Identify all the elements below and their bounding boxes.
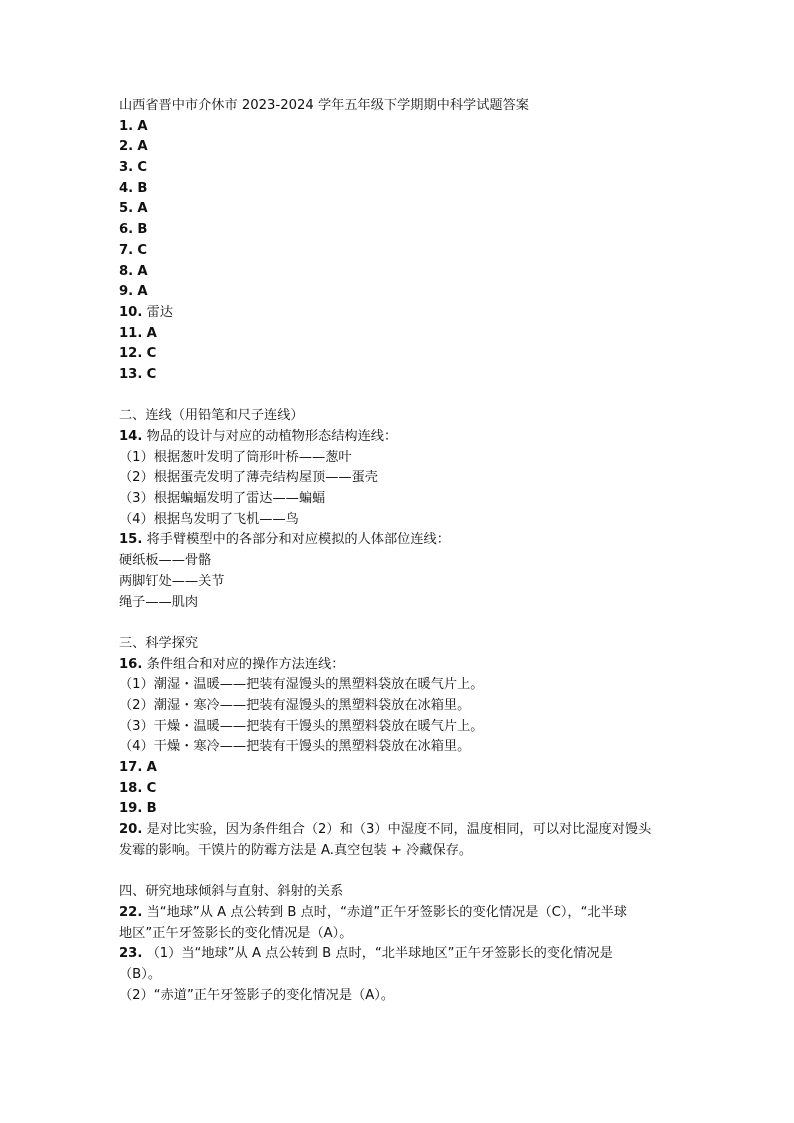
answer-value: C [146, 780, 157, 796]
question-number: 17. [119, 760, 143, 775]
spacer [119, 861, 679, 882]
question-number: 4. [119, 180, 134, 196]
answer-row [119, 365, 679, 386]
question-number: 18. [119, 780, 143, 796]
question-number: 6. [119, 222, 134, 238]
answer-row [119, 779, 679, 800]
list-item: （1）根据葱叶发明了筒形叶桥——葱叶 [119, 449, 352, 465]
answer-value: A [137, 118, 148, 134]
answer-row [119, 158, 679, 179]
question-number: 5. [119, 201, 134, 217]
list-item: （1）潮湿・温暖——把装有湿馒头的黑塑料袋放在暖气片上。 [119, 677, 484, 693]
answer-value: B [146, 801, 157, 817]
section-3-heading: 三、科学探究 [119, 635, 199, 651]
list-item: 两脚钉处——关节 [119, 573, 225, 589]
answer-row [119, 241, 679, 262]
question-number: 15. [119, 532, 143, 548]
answer-row [119, 282, 679, 303]
answer-value: 雷达 [146, 304, 173, 320]
list-item: （2）根据蛋壳发明了薄壳结构屋顶——蛋壳 [119, 470, 378, 486]
answer-value: A [137, 201, 148, 217]
answer-list-1-13 [119, 117, 679, 386]
list-item: （3）根据蝙蝠发明了雷达——蝙蝠 [119, 491, 326, 507]
answer-row [119, 179, 679, 200]
answer-row [119, 220, 679, 241]
question-20-line-2: 发霉的影响。干馍片的防霉方法是 A.真空包装 + 冷藏保存。 [119, 842, 473, 858]
answer-row [119, 799, 679, 820]
question-number: 10. [119, 304, 143, 320]
answer-value: A [137, 284, 148, 300]
answer-row [119, 324, 679, 345]
question-number: 12. [119, 346, 143, 362]
answer-value: A [146, 325, 157, 341]
answer-value: A [137, 263, 148, 279]
question-number: 1. [119, 118, 134, 134]
spacer [119, 613, 679, 634]
answer-row [119, 758, 679, 779]
question-text: 条件组合和对应的操作方法连线： [146, 656, 345, 672]
list-item: 绳子——肌肉 [119, 594, 199, 610]
question-16 [119, 655, 679, 676]
question-23-line-2: （B）。 [119, 966, 162, 982]
answer-value: B [137, 180, 148, 196]
question-number: 20. [119, 822, 143, 838]
question-15 [119, 530, 679, 551]
answer-value: A [146, 760, 157, 775]
question-23-line-1 [119, 944, 675, 965]
question-22-line-2: 地区”正午牙签影长的变化情况是（A）。 [119, 925, 353, 941]
question-number: 7. [119, 242, 134, 258]
question-number: 9. [119, 284, 134, 300]
document-page [119, 96, 679, 1006]
list-item: （3）干燥・温暖——把装有干馒头的黑塑料袋放在暖气片上。 [119, 718, 484, 734]
question-text: 当“地球”从 A 点公转到 B 点时，“赤道”正午牙签影长的变化情况是（C），“北半球 [146, 904, 627, 920]
answer-list-17-19 [119, 758, 679, 820]
answer-value: C [146, 366, 157, 382]
answer-row [119, 303, 679, 324]
question-14-items [119, 448, 679, 531]
question-text: 将手臂模型中的各部分和对应模拟的人体部位连线： [146, 532, 450, 548]
list-item: （4）根据鸟发明了飞机——鸟 [119, 511, 299, 527]
question-number: 2. [119, 139, 134, 155]
list-item: （4）干燥・寒冷——把装有干馒头的黑塑料袋放在冰箱里。 [119, 739, 471, 755]
list-item: 硬纸板——骨骼 [119, 553, 212, 569]
question-15-items [119, 551, 679, 613]
question-text: 是对比实验，因为条件组合（2）和（3）中湿度不同，温度相同，可以对比湿度对馒头 [146, 822, 652, 838]
question-22-line-1 [119, 903, 675, 924]
answer-value: A [137, 139, 148, 155]
section-2-heading: 二、连线（用铅笔和尺子连线） [119, 408, 304, 424]
question-number: 23. [119, 946, 143, 962]
answer-value: B [137, 222, 148, 238]
question-number: 11. [119, 325, 143, 341]
question-23-line-3: （2）“赤道”正午牙签影子的变化情况是（A）。 [119, 987, 395, 1003]
question-text: 物品的设计与对应的动植物形态结构连线： [146, 429, 398, 444]
answer-row [119, 117, 679, 138]
question-20-line-1 [119, 820, 675, 841]
question-14 [119, 427, 679, 448]
section-4-heading: 四、研究地球倾斜与直射、斜射的关系 [119, 884, 344, 900]
question-number: 14. [119, 429, 143, 444]
question-number: 13. [119, 366, 143, 382]
spacer [119, 386, 679, 407]
answer-row [119, 137, 679, 158]
answer-value: C [137, 160, 148, 176]
question-number: 22. [119, 904, 143, 920]
question-number: 16. [119, 656, 143, 672]
answer-row [119, 344, 679, 365]
list-item: （2）潮湿・寒冷——把装有湿馒头的黑塑料袋放在冰箱里。 [119, 697, 471, 713]
answer-value: C [146, 346, 157, 362]
question-16-items [119, 675, 679, 758]
question-text: （1）当“地球”从 A 点公转到 B 点时，“北半球地区”正午牙签影长的变化情况是 [146, 946, 613, 962]
question-number: 8. [119, 263, 134, 279]
document-title: 山西省晋中市介休市 2023-2024 学年五年级下学期期中科学试题答案 [119, 98, 529, 113]
question-number: 19. [119, 801, 143, 817]
answer-row [119, 262, 679, 283]
question-number: 3. [119, 160, 134, 176]
answer-value: C [137, 242, 148, 258]
answer-row [119, 199, 679, 220]
